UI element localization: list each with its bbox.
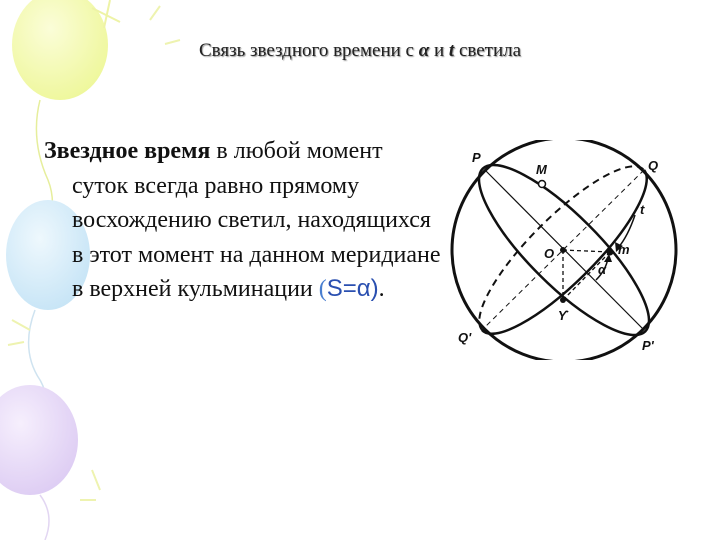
body-paragraph: Звездное время в любой момент суток всегда равно прямому восхождению светил, находящихся в этот момент на данном меридиане в верхней кульминации (S=α). — [44, 138, 441, 302]
label-t: t — [640, 202, 645, 217]
point-o — [560, 247, 566, 253]
point-M — [539, 181, 546, 188]
label-M: M — [536, 162, 547, 177]
bold-term: Звездное время — [44, 138, 211, 164]
label-gamma: ϒ — [558, 308, 568, 323]
label-p-prime: P' — [642, 338, 654, 353]
t-symbol: t — [448, 40, 455, 61]
formula: S=α) — [326, 275, 379, 302]
label-m: m — [618, 242, 630, 257]
o-to-m-line — [563, 250, 610, 252]
formula-paren: ( — [318, 276, 327, 302]
label-q-prime: Q' — [458, 330, 472, 345]
celestial-sphere-diagram — [430, 140, 700, 360]
label-alpha: α — [598, 262, 607, 277]
alpha-symbol: α — [418, 40, 430, 61]
point-m — [607, 249, 614, 256]
slide-title: Связь звездного времени с α и t светила — [198, 40, 522, 61]
point-gamma — [560, 297, 566, 303]
label-q: Q — [648, 158, 659, 173]
label-p: P — [472, 150, 481, 165]
label-o: O — [544, 246, 555, 261]
